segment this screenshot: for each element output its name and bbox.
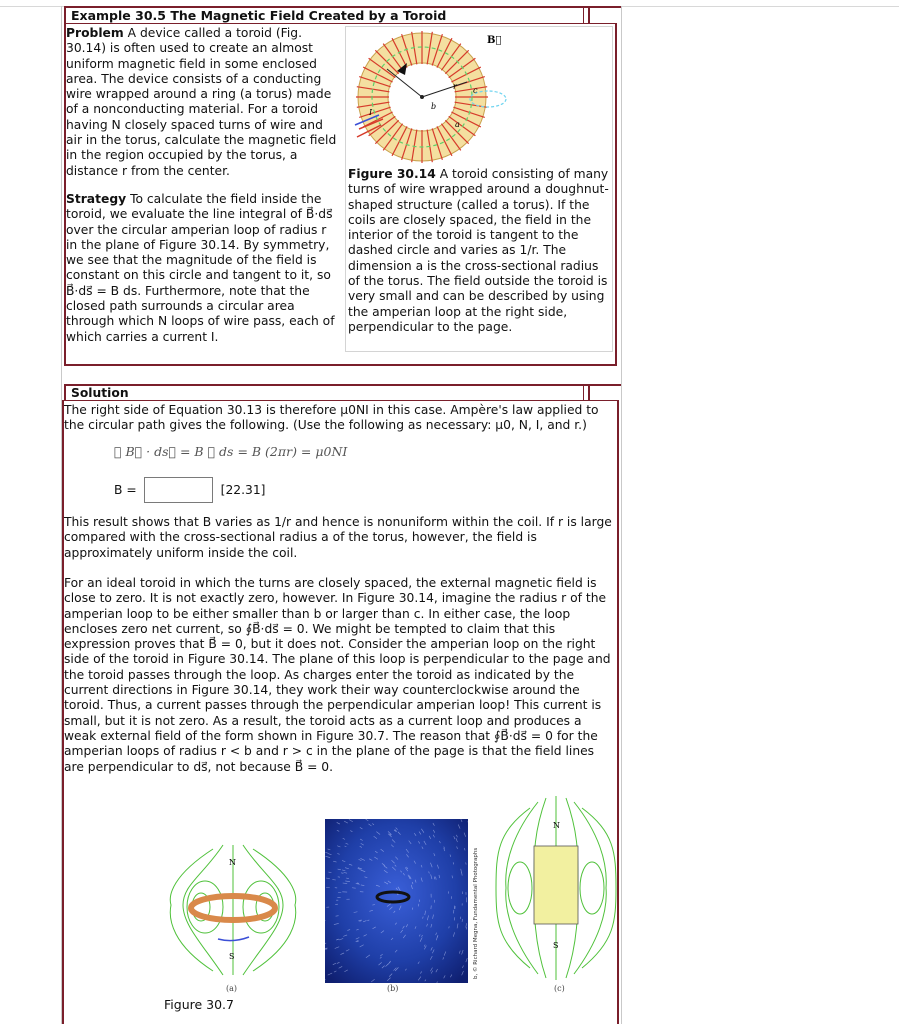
solution-paragraph-2: For an ideal toroid in which the turns are closely spaced, the external magnetic field is close to zero. It is not exactly zero, however. In Figure 30.14, imagine the radius r of the amperian loop to be either smaller than b or larger than c. In either case, the loop encloses zero net current, so ∮B⃗·ds⃗ = 0. We might be tempted to claim that this expression proves that B⃗ = 0, but it does not. Consider the amperian loop on the right side of the toroid in Figure 30.14. The plane of this loop is perpendicular to the page and the toroid passes through the loop. As charges enter the toroid as indicated by the current directions in Figure 30.14, they work their way counterclockwise around the toroid. Thus, a current passes through the perpendicular amperian loop! This current is small, but it is not zero. As a result, the toroid acts as a current loop and produces a weak external field of the form shown in Figure 30.7. The reason that ∮B⃗·ds⃗ = 0 for the amperian loops of radius r < b and r > c in the plane of the page is that the field lines are perpendicular to ds⃗, not because B⃗ = 0. [64, 576, 611, 774]
south-label-c: S [553, 941, 559, 950]
figure-symbol-outer: c [473, 86, 478, 95]
bar-magnet [534, 846, 578, 924]
solution-header-tab [583, 384, 621, 401]
problem-label: Problem [66, 26, 124, 40]
toroid-diagram [347, 29, 611, 167]
problem-paragraph [66, 26, 338, 179]
south-label-a: S [229, 952, 235, 961]
example-text-column [66, 26, 338, 345]
strategy-paragraph [66, 192, 338, 345]
figure-30-7b-iron-filings-photo [325, 819, 468, 983]
figure-symbol-radius: r [453, 82, 457, 91]
center-point [420, 95, 424, 99]
photo-credit: b, © Richard Megna, Fundamental Photographs [473, 847, 479, 979]
strategy-text: To calculate the field inside the toroid, we evaluate the line integral of B⃗·ds⃗ over the circular amperian loop of radius r in the plane of Figure 30.14. By symmetry, we see that the magnitude of the field is constant on this circle and tangent to it, so B⃗·ds⃗ = B ds. Furthermore, note that the closed path surrounds a circular area through which N loops of wire pass, each of which carries a current I. [66, 191, 335, 344]
right-margin-line [621, 6, 622, 1024]
figure-30-14-panel [345, 26, 613, 352]
answer-input[interactable] [144, 477, 213, 503]
ampere-equation: ∮ B⃗ · ds⃗ = B ∮ ds = B (2πr) = μ0NI [114, 444, 348, 459]
north-label-a: N [229, 858, 236, 867]
photo-credit-strip [468, 819, 480, 983]
solution-title: Solution [64, 384, 590, 400]
figure-caption [348, 167, 612, 335]
solution-intro: The right side of Equation 30.13 is therefore μ0NI in this case. Ampère's law applied to the circular path gives the following. (Use the following as necessary: μ0, N, I, and r.) [64, 403, 599, 433]
answer-label: B = [114, 483, 137, 497]
strategy-label: Strategy [66, 191, 127, 206]
example-header-tab [583, 6, 621, 23]
figure-symbol-inner: b [431, 102, 437, 111]
answer-row [114, 476, 265, 504]
problem-text: A device called a toroid (Fig. 30.14) is often used to create an almost uniform magnetic field in some enclosed area. The device consists of a conducting wire wrapped around a ring (a torus) made of a nonconducting material. For a toroid having N closely spaced turns of wire and air in the torus, calculate the magnetic field in the region occupied by the torus, a distance r from the center. [66, 26, 337, 178]
sublabel-c: (c) [554, 984, 565, 993]
sublabel-a: (a) [226, 984, 238, 993]
figure-symbol-field: B⃗ [487, 35, 502, 46]
figure-symbol-current: I [369, 108, 373, 117]
figure-30-7-label: Figure 30.7 [164, 997, 234, 1012]
figure-30-7a-loop-field [163, 835, 303, 985]
figure-caption-text: A toroid consisting of many turns of wire wrapped around a doughnut-shaped structure (called a torus). If the coils are closely spaced, the field in the interior of the toroid is tangent to the dashed circle and varies as 1/r. The dimension a is the cross-sectional radius of the torus. The field outside the toroid is very small and can be described by using the amperian loop at the right side, perpendicular to the page. [348, 167, 609, 334]
solution-paragraph-1: This result shows that B varies as 1/r and hence is nonuniform within the coil. If r is large compared with the cross-sectional radius a of the torus, however, the field is approximately uniform inside the coil. [64, 515, 612, 560]
figure-symbol-cross-section: a [455, 120, 460, 129]
sublabel-b: (b) [387, 984, 399, 993]
north-label-c: N [553, 821, 560, 830]
figure-caption-label: Figure 30.14 [348, 167, 436, 181]
example-title: Example 30.5 The Magnetic Field Created by a Toroid [64, 6, 590, 23]
equation-number: [22.31] [220, 483, 266, 497]
figure-30-7c-bar-magnet-field [494, 792, 618, 984]
